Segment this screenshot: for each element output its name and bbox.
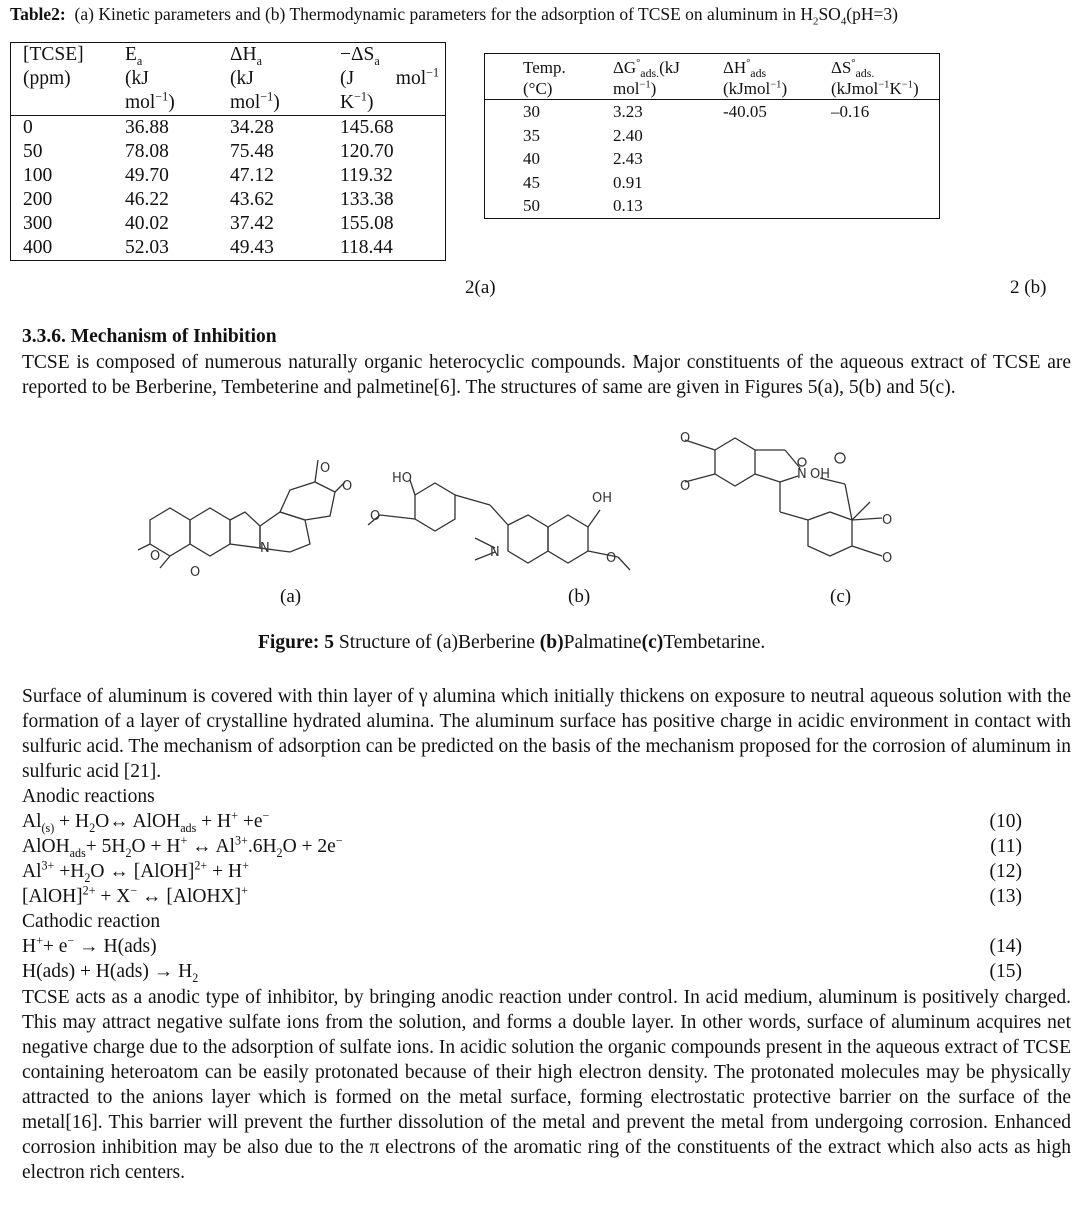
ring — [508, 515, 548, 563]
header-delta-g: $\Delta G^\circ_{ads.}(kJ$ mol$^{-1}$) — [603, 54, 713, 100]
table-cell: 49.70 — [125, 165, 169, 186]
tembetarine-structure — [685, 438, 882, 556]
table-cell — [821, 147, 940, 171]
table-cell: 34.28 — [230, 117, 274, 138]
header-delta-ha: $\Delta H_a$ (kJ mol$^{-1}$) — [218, 43, 328, 116]
caption-b: (b) — [539, 632, 564, 653]
caption-text: Palmatine — [563, 632, 642, 653]
header-delta-s: $\Delta S^\circ_{ads.}$ $(kJmol^{-1}K^{-1})$ — [821, 54, 940, 100]
ring — [280, 482, 335, 520]
atom-o: O — [150, 549, 161, 564]
table-cell: –0.16 — [831, 102, 870, 121]
table-cell: 40.02 — [125, 213, 169, 234]
table-cell — [713, 194, 821, 218]
atom-n: N — [260, 541, 270, 556]
table-row — [485, 147, 940, 171]
caption-text: Tembetarine. — [663, 632, 766, 653]
atom-o: O — [680, 431, 691, 446]
table-cell: 35 — [523, 125, 540, 145]
atom-oh-minus: OH — [810, 467, 831, 482]
table-row — [11, 116, 446, 141]
reactions-block — [22, 784, 1022, 984]
ring — [808, 512, 852, 556]
header-tcse: [TCSE] (ppm) — [11, 43, 114, 116]
table-cell: 50 — [23, 141, 43, 162]
atom-o: O — [882, 551, 893, 566]
subscript: 2 — [813, 15, 819, 28]
kinetic-parameters-table — [10, 42, 446, 261]
atom-o: O — [190, 565, 201, 580]
table-cell: 400 — [23, 237, 53, 258]
section-heading: 3.3.6. Mechanism of Inhibition — [22, 326, 277, 347]
table-cell — [821, 194, 940, 218]
table-row — [11, 164, 446, 188]
table-a-label: 2(a) — [465, 277, 496, 298]
reaction-13: [AlOH]$^{2+}$ + X− ↔ [AlOHX]+ (13) — [22, 883, 1022, 907]
caption-c: (c) — [641, 632, 664, 653]
figure-caption — [258, 632, 765, 654]
table-cell: -40.05 — [723, 102, 767, 121]
table-cell: 37.42 — [230, 213, 274, 234]
table-cell: 49.43 — [230, 237, 274, 258]
table-cell: 0.91 — [613, 172, 643, 192]
intro-paragraph: TCSE is composed of numerous naturally organic heterocyclic compounds. Major constituents of the aqueous extract of TCSE are reported to be Berberine, Tembeterine and palmetine[6]. The structures of same are given in Figures 5(a), 5(b) and 5(c). — [22, 352, 1071, 398]
table-cell: 3.23 — [613, 102, 643, 121]
table-cell: 75.48 — [230, 141, 274, 162]
table-cell: 145.68 — [340, 117, 394, 138]
atom-oh: OH — [592, 491, 613, 506]
table-cell: 2.43 — [613, 149, 643, 168]
table-row — [11, 140, 446, 164]
ring — [190, 508, 230, 556]
header-temp: Temp. (°C) — [485, 54, 604, 100]
reaction-12: $Al^{3+} +H_2O$ ↔ [AlOH]$^{2+}$ + H+ (12) — [22, 858, 1022, 885]
table-caption-text: (a) Kinetic parameters and (b) Thermodynamic parameters for the adsorption of TCSE on aluminum in H — [74, 4, 814, 24]
table-cell: 43.62 — [230, 189, 274, 210]
table-cell: 133.38 — [340, 189, 394, 210]
berberine-structure — [138, 460, 345, 568]
atom-o: O — [342, 479, 353, 494]
table-cell: 40 — [523, 149, 540, 168]
table-row — [11, 188, 446, 212]
header-delta-h: $\Delta H^\circ_{ads}$ (kJmol$^{-1}$) — [713, 54, 821, 100]
cathodic-heading: Cathodic reaction — [22, 911, 161, 932]
table-row — [485, 194, 940, 218]
figure-label-b: (b) — [568, 586, 591, 607]
positive-charge-icon — [798, 458, 806, 466]
figure-caption-label: Figure: 5 — [258, 632, 335, 653]
atom-o: O — [320, 461, 331, 476]
atom-o: O — [606, 551, 617, 566]
table-cell: 45 — [523, 172, 540, 192]
atom-n: N — [490, 545, 500, 560]
atom-o: O — [882, 513, 893, 528]
table-cell: 155.08 — [340, 213, 394, 234]
table-row — [11, 236, 446, 261]
table-cell: 0.13 — [613, 196, 643, 215]
table-cell: 300 — [23, 213, 53, 234]
anodic-heading: Anodic reactions — [22, 786, 155, 807]
inhibitor-paragraph: TCSE acts as a anodic type of inhibitor, by bringing anodic reaction under control. In acid medium, aluminum is positively charged. This may attract negative sulfate ions from the solution, and forms a double layer. In other words, surface of aluminum acquires net negative charge due to the adsorption of sulfate ions. In acidic solution the organic compounds present in the aqueous extract of TCSE containing heteroatom can be easily protonated because of their high electron density. The protonated molecules may be physically attracted to the anions layer which is formed on the metal surface, forming electrostatic protective barrier on the surface of the metal[16]. This barrier will prevent the further dissolution of the metal and prevent the metal from undergoing corrosion. Enhanced corrosion inhibition may be also due to the π electrons of the aromatic ring of the constituents of the extract which also acts as high electron rich centers. — [22, 987, 1071, 1183]
table-cell — [713, 171, 821, 195]
table-row — [485, 100, 940, 124]
table-b-label: 2 (b) — [1010, 277, 1047, 298]
figure-5-structures — [130, 420, 970, 610]
reaction-10: $Al_{(s)}$ + $H_2O\leftrightarrow$ AlOH$_{ads}$ + H+ +e− (10) — [22, 808, 1022, 835]
chemical-structures — [130, 420, 970, 610]
figure-label-c: (c) — [830, 586, 852, 607]
header-delta-sa: $-\Delta S_a$ (J mol$^{-1}$ $K^{-1}$) — [328, 43, 446, 116]
ring — [230, 512, 260, 548]
alumina-paragraph: Surface of aluminum is covered with thin layer of γ alumina which initially thickens on exposure to neutral aqueous solution with the formation of a layer of crystalline hydrated alumina. The aluminum surface has positive charge in acidic environment in contact with sulfuric acid. The mechanism of adsorption can be predicted on the basis of the mechanism proposed for the corrosion of aluminum in sulfuric acid [21]. — [22, 686, 1071, 782]
table-cell: 46.22 — [125, 189, 169, 210]
table-cell: 120.70 — [340, 141, 394, 162]
table-cell — [821, 171, 940, 195]
caption-text: Structure of (a)Berberine — [334, 632, 540, 653]
subscript: 4 — [840, 15, 847, 28]
ring — [715, 438, 755, 486]
table-cell: 50 — [523, 196, 540, 215]
table-cell — [821, 124, 940, 148]
atom-ho: HO — [392, 471, 413, 486]
table-cell: 100 — [23, 165, 53, 186]
reaction-14: H++ e− → H(ads) (14) — [22, 933, 1022, 957]
atom-o: O — [370, 509, 381, 524]
table-cell: 52.03 — [125, 237, 169, 258]
table-cell: 47.12 — [230, 165, 274, 186]
caption-text: SO — [818, 4, 841, 24]
table-caption — [10, 4, 898, 28]
negative-charge-icon — [835, 453, 845, 463]
reaction-11: AlOH$_{ads}$+ $5H_2O + H^+$ ↔ $Al^{3+}.6H_2O + 2e^-$ (11) — [22, 833, 1022, 860]
figure-label-a: (a) — [280, 586, 302, 607]
header-ea: $E_a$ (kJ mol$^{-1}$) — [113, 43, 218, 116]
atom-n: N — [797, 467, 807, 482]
table-cell: 2.40 — [613, 125, 643, 145]
reaction-15: $H(ads) + H(ads) \to H_2$ (15) — [22, 961, 1022, 985]
table-cell: 118.44 — [340, 237, 393, 258]
table-caption-label: Table2: — [10, 4, 66, 24]
table-cell: 200 — [23, 189, 53, 210]
thermodynamic-parameters-table — [484, 53, 940, 219]
table-cell: 119.32 — [340, 165, 393, 186]
table-cell: 0 — [23, 117, 33, 138]
atom-o: O — [680, 479, 691, 494]
table-cell: 78.08 — [125, 141, 169, 162]
table-row — [11, 212, 446, 236]
table-cell — [713, 147, 821, 171]
table-cell: 30 — [523, 102, 540, 121]
table-row — [485, 171, 940, 195]
ring — [415, 483, 455, 531]
table-row — [485, 124, 940, 148]
table-cell: 36.88 — [125, 117, 169, 138]
table-cell — [713, 124, 821, 148]
ring — [548, 515, 588, 563]
caption-text: (pH=3) — [846, 4, 898, 24]
